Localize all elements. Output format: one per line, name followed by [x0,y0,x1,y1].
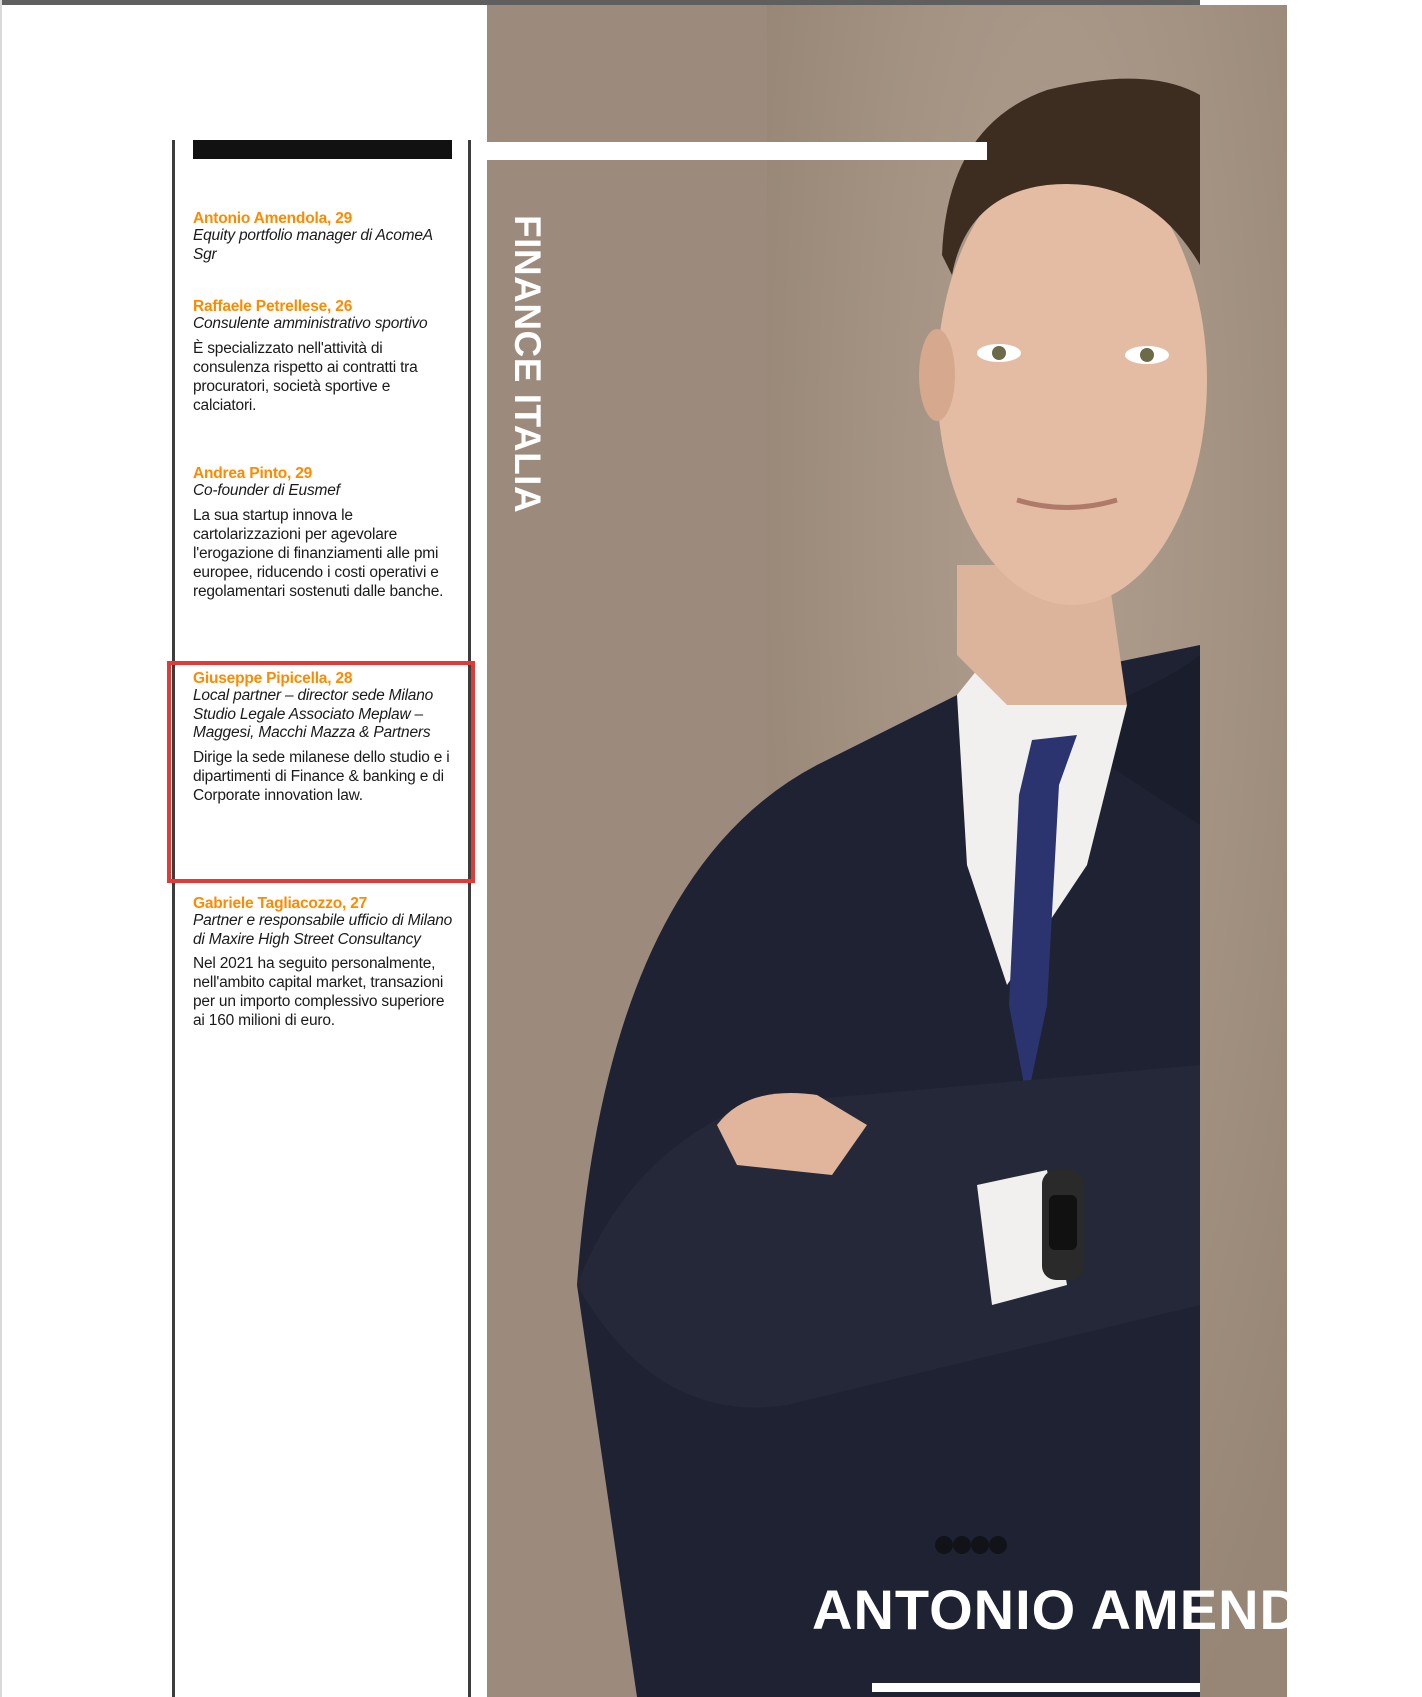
column-rule-right [468,140,471,1697]
section-label: FINANCE ITALIA [507,215,548,514]
profile-name: Giuseppe Pipicella, 28 [193,670,353,687]
person-photo [487,5,1200,1697]
profile-entry [193,210,455,264]
footer-rule [872,1683,1200,1692]
photo-panel [487,5,1422,1697]
profile-role: Local partner – director sede Milano Studio Legale Associato Meplaw – Maggesi, Macchi Mazza & Partners [193,687,434,741]
profile-description: Nel 2021 ha seguito personalmente, nell'ambito capital market, transazioni per un importo complessivo superiore ai 160 milioni di euro. [193,955,445,1029]
profile-description: La sua startup innova le cartolarizzazioni per agevolare l'erogazione di finanziamenti alle pmi europee, riducendo i costi operativi e regolamentari sostenuti dalle banche. [193,506,444,600]
profile-description: È specializzato nell'attività di consulenza rispetto ai contratti tra procuratori, società sportive e calciatori. [193,339,418,414]
page-margin-line [0,0,2,1697]
cover-name: ANTONIO AMENDOLA [812,1578,1422,1641]
column-rule-left [172,140,175,1697]
profile-role: Equity portfolio manager di AcomeA Sgr [193,227,433,263]
profile-role: Co-founder di Eusmef [193,482,340,499]
profile-role: Consulente amministrativo sportivo [193,315,428,332]
profile-name: Antonio Amendola, 29 [193,210,353,227]
profile-name: Raffaele Petrellese, 26 [193,298,353,315]
column-header-bar [193,140,452,159]
profile-entry [193,895,455,1030]
header-rule [487,142,987,160]
profile-description: Dirige la sede milanese dello studio e i dipartimenti di Finance & banking e di Corporate innovation law. [193,748,450,804]
profile-name: Gabriele Tagliacozzo, 27 [193,895,368,912]
profile-role: Partner e responsabile ufficio di Milano di Maxire High Street Consultancy [193,912,453,948]
profile-entry [193,465,455,601]
profile-name: Andrea Pinto, 29 [193,465,313,482]
profile-entry [193,298,455,415]
highlight-box [167,661,475,883]
